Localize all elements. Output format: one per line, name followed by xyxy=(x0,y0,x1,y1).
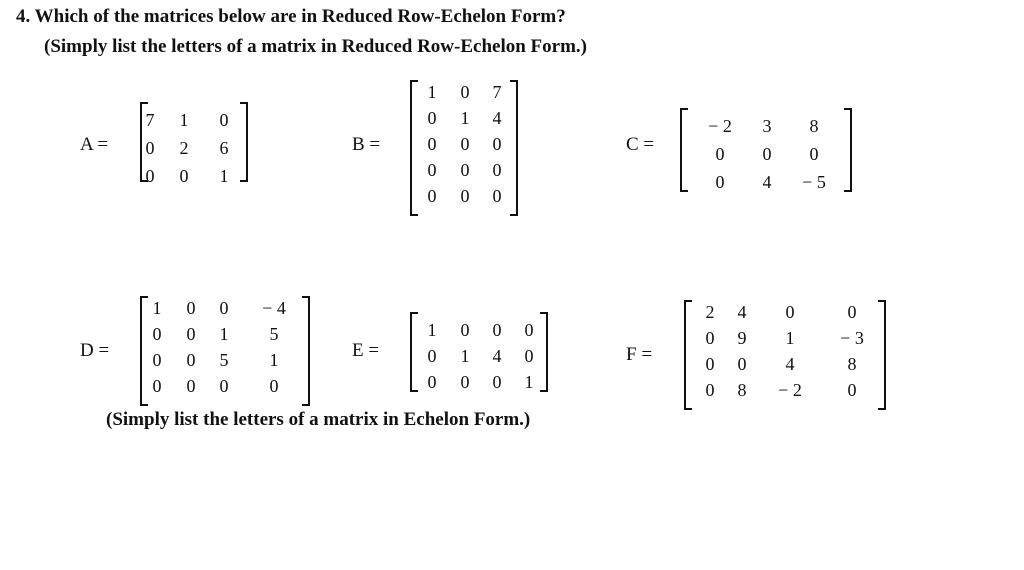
matrix-c-cell: − 2 xyxy=(708,116,732,136)
matrix-e-label: E = xyxy=(352,340,380,361)
matrix-e-cell: 1 xyxy=(460,346,470,366)
matrix-a xyxy=(140,102,248,186)
matrix-d-cell: 0 xyxy=(186,350,196,370)
matrix-f-cell: − 3 xyxy=(840,328,864,348)
matrix-c-label: C = xyxy=(626,134,655,155)
matrix-f-label: F = xyxy=(626,344,653,365)
matrix-e-cell: 0 xyxy=(427,372,437,392)
matrix-f-cell: 9 xyxy=(737,328,747,348)
matrix-d-cell: 1 xyxy=(152,298,162,318)
matrix-f-cell: 0 xyxy=(705,380,715,400)
matrix-b-cell: 0 xyxy=(427,134,437,154)
matrix-f-cell: 0 xyxy=(847,380,857,400)
matrix-d-cell: 0 xyxy=(186,324,196,344)
matrix-d-cell: 5 xyxy=(269,324,279,344)
matrix-e-cell: 0 xyxy=(427,346,437,366)
matrix-b-cell: 0 xyxy=(460,82,470,102)
matrix-b-label: B = xyxy=(352,134,381,155)
matrix-c-cell: 0 xyxy=(809,144,819,164)
matrix-e-cell: 0 xyxy=(524,346,534,366)
matrix-b-cell: 0 xyxy=(492,160,502,180)
matrix-f xyxy=(684,300,886,410)
question-subtitle: (Simply list the letters of a matrix in Reduced Row-Echelon Form.) xyxy=(44,36,588,57)
matrix-f-cell: − 2 xyxy=(778,380,802,400)
matrix-a-cell: 2 xyxy=(179,138,189,158)
matrix-d-cell: 0 xyxy=(219,376,229,396)
matrix-b-cell: 0 xyxy=(460,134,470,154)
matrix-d-cell: 5 xyxy=(219,350,229,370)
matrix-a-cell: 6 xyxy=(219,138,229,158)
matrix-d-cell: 1 xyxy=(219,324,229,344)
matrix-e xyxy=(410,312,548,392)
matrix-b-cell: 1 xyxy=(460,108,470,128)
matrix-b-cell: 0 xyxy=(460,186,470,206)
matrix-b-cell: 0 xyxy=(427,160,437,180)
matrix-e-cell: 0 xyxy=(460,372,470,392)
matrix-b-cell: 0 xyxy=(427,186,437,206)
matrix-d-cell: 0 xyxy=(152,324,162,344)
matrix-b-cell: 0 xyxy=(492,134,502,154)
matrix-a-cell: 1 xyxy=(219,166,229,186)
matrix-b xyxy=(410,80,518,216)
matrix-b-cell: 4 xyxy=(492,108,502,128)
matrix-f-cell: 0 xyxy=(847,302,857,322)
matrix-c-cell: 0 xyxy=(715,172,725,192)
matrix-a-cell: 7 xyxy=(145,110,155,130)
matrix-d-label: D = xyxy=(80,340,110,361)
matrix-c-cell: − 5 xyxy=(802,172,826,192)
matrix-f-cell: 8 xyxy=(737,380,747,400)
matrix-e-cell: 0 xyxy=(492,320,502,340)
matrix-d-cell: 0 xyxy=(186,376,196,396)
matrix-c-cell: 8 xyxy=(809,116,819,136)
question-title: 4. Which of the matrices below are in Reduced Row-Echelon Form? xyxy=(16,6,566,27)
matrix-f-cell: 2 xyxy=(705,302,715,322)
matrix-b-cell: 0 xyxy=(492,186,502,206)
question-subtitle-echelon: (Simply list the letters of a matrix in Echelon Form.) xyxy=(106,409,531,430)
matrix-b-cell: 0 xyxy=(427,108,437,128)
matrix-c-cell: 0 xyxy=(715,144,725,164)
matrix-d xyxy=(140,296,310,406)
matrix-b-cell: 7 xyxy=(492,82,502,102)
matrix-b-cell: 0 xyxy=(460,160,470,180)
matrix-a-cell: 0 xyxy=(219,110,229,130)
matrix-e-cell: 0 xyxy=(460,320,470,340)
matrix-a-label: A = xyxy=(80,134,109,155)
matrix-c-cell: 0 xyxy=(762,144,772,164)
matrix-d-cell: 0 xyxy=(186,298,196,318)
matrix-f-cell: 4 xyxy=(737,302,747,322)
matrix-d-cell: 0 xyxy=(269,376,279,396)
matrix-f-cell: 0 xyxy=(705,354,715,374)
matrix-d-cell: 1 xyxy=(269,350,279,370)
matrix-f-cell: 0 xyxy=(737,354,747,374)
matrix-e-cell: 1 xyxy=(427,320,437,340)
matrix-a-cell: 0 xyxy=(179,166,189,186)
matrix-d-cell: 0 xyxy=(219,298,229,318)
matrix-c-cell: 4 xyxy=(762,172,772,192)
matrix-e-cell: 4 xyxy=(492,346,502,366)
matrix-f-cell: 4 xyxy=(785,354,795,374)
matrix-f-cell: 0 xyxy=(705,328,715,348)
matrix-d-cell: 0 xyxy=(152,350,162,370)
matrix-c xyxy=(680,108,852,192)
matrix-d-cell: 0 xyxy=(152,376,162,396)
matrix-a-cell: 1 xyxy=(179,110,189,130)
matrix-f-cell: 0 xyxy=(785,302,795,322)
matrix-c-cell: 3 xyxy=(762,116,772,136)
matrix-a-cell: 0 xyxy=(145,166,155,186)
matrix-d-cell: − 4 xyxy=(262,298,286,318)
matrix-e-cell: 0 xyxy=(492,372,502,392)
matrix-e-cell: 0 xyxy=(524,320,534,340)
matrix-e-cell: 1 xyxy=(524,372,534,392)
matrix-a-cell: 0 xyxy=(145,138,155,158)
matrix-f-cell: 1 xyxy=(785,328,795,348)
matrix-f-cell: 8 xyxy=(847,354,857,374)
matrix-b-cell: 1 xyxy=(427,82,437,102)
